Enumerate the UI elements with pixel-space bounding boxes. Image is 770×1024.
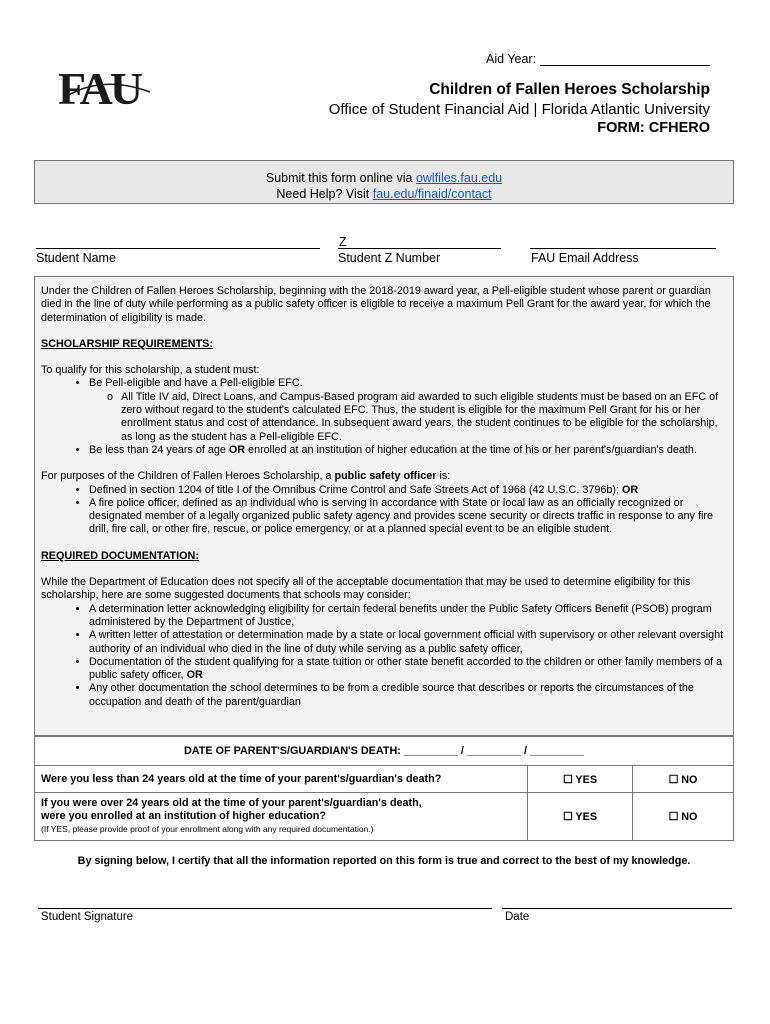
requirement-age: • Be less than 24 years of age OR enrolled at an institution of higher education at the time of his or her parent's/guardian's death. [89,444,727,457]
doc-item-3: • Documentation of the student qualifying for a state tuition or other state benefit accorded to the children or other family members of a public safety officer, OR [89,656,727,683]
help-line: Need Help? Visit fau.edu/finaid/contact [276,187,492,201]
student-signature-label: Student Signature [41,911,134,923]
pso-definition-1: • Defined in section 1204 of title I of the Omnibus Crime Control and Safe Streets Act of 1968 (42 U.S.C. 3796b); OR [89,484,727,497]
student-name-field[interactable] [36,234,320,249]
documentation-header: REQUIRED DOCUMENTATION: [41,549,199,562]
doc-item-2: • A written letter of attestation or determination made by a state or local government official with supervisory or other relevant oversight authority of an individual who died in the line of duty while serving as a public safety officer, [89,629,727,656]
question-2-yes[interactable]: ☐ YES [528,793,633,841]
pso-definition-2: • A fire police officer, defined as an individual who is serving in accordance with State or local law as an officially recognized or designated member of a legally organized public safety agency and provides scene security or directs traffic in response to any fire drill, fire call, or other fire, rescue, or police emergency, or at a planned special event to be an eligible student. [89,497,727,537]
certification-statement: By signing below, I certify that all the information reported on this form is true and correct to the best of my knowledge. [77,855,691,867]
student-signature-field[interactable] [38,892,492,909]
question-1-yes[interactable]: ☐ YES [528,766,633,793]
question-2-no[interactable]: ☐ NO [633,793,734,841]
form-code: FORM: CFHERO [597,120,710,136]
aid-year [486,52,710,66]
fau-logo-text: FAU [58,63,141,110]
submit-line: Submit this form online via owlfiles.fau.edu [265,171,503,185]
submit-info-box [34,160,734,204]
title-block [329,81,710,136]
intro-paragraph: Under the Children of Fallen Heroes Scholarship, beginning with the 2018-2019 award year, a Pell-eligible student whose parent or guardian died in the line of duty while performing as a public safety officer is eligible to receive a maximum Pell Grant for the award year, for which the determination of eligibility is made. [41,285,711,324]
z-prefix: Z [339,235,347,249]
requirements-header: SCHOLARSHIP REQUIREMENTS: [41,337,213,350]
requirement-pell-detail: o All Title IV aid, Direct Loans, and Campus-Based program aid awarded to such eligible students must be based on an EFC of zero without regard to the student's calculated EFC. Thus, the student is eligible for the maximum Pell Grant for his or her enrollment status and cost of attendance. In subsequent award years, the student continues to be eligible for the scholarship, as long as the student has a Pell-eligible EFC. [107,390,719,443]
form-title: Children of Fallen Heroes Scholarship [429,81,710,98]
question-1: Were you less than 24 years old at the time of your parent's/guardian's death? [35,766,528,793]
office-name: Office of Student Financial Aid | Florida Atlantic University [328,101,710,118]
scholarship-info-box [34,276,734,736]
date-label: Date [505,911,530,923]
death-date-row [35,737,734,766]
contact-link[interactable]: fau.edu/finaid/contact [372,187,492,201]
doc-item-4: • Any other documentation the school determines to be from a credible source that describes or reports the circumstances of the occupation and death of the parent/guardian [89,682,727,709]
question-2-note: (If YES, please provide proof of your enrollment along with any required documentation.) [41,824,374,834]
qualify-text: To qualify for this scholarship, a student must: [41,364,260,377]
owlfiles-link[interactable]: owlfiles.fau.edu [415,171,503,185]
requirements-list [41,377,727,457]
documentation-intro: While the Department of Education does not specify all of the acceptable documentation that may be used to determine eligibility for this scholarship, here are some suggested documents that schools may consider: [41,576,691,602]
email-field[interactable] [530,234,716,249]
death-date-field[interactable]: DATE OF PARENT'S/GUARDIAN'S DEATH: _________ / _________ / _________ [35,737,734,766]
question-2-row [35,793,734,841]
student-name-label: Student Name [36,251,116,265]
question-2: If you were over 24 years old at the time of your parent's/guardian's death, were you enrolled at an institution of higher education? (If YES, please provide proof of your enrollment along with any required documentation.) [35,793,528,841]
documentation-list [41,603,727,709]
email-label: FAU Email Address [531,251,639,265]
question-1-row [35,766,734,793]
aid-year-field[interactable] [540,54,710,66]
pso-list [41,484,727,537]
questions-table [34,736,734,841]
requirement-pell: • Be Pell-eligible and have a Pell-eligible EFC. o All Title IV aid, Direct Loans, and Campus-Based program aid awarded to such eligible students must be based on an EFC of zero without regard to the student's calculated EFC. Thus, the student is eligible for the maximum Pell Grant for his or her enrollment status and cost of attendance. In subsequent award years, the student continues to be eligible for the scholarship, as long as the student has a Pell-eligible EFC. [89,377,727,443]
fau-logo [58,62,162,110]
student-z-label: Student Z Number [338,251,441,265]
date-field[interactable] [502,892,732,909]
aid-year-label: Aid Year: [486,52,537,66]
pso-intro: For purposes of the Children of Fallen Heroes Scholarship, a public safety officer is: [41,470,451,483]
requirement-pell-sub [89,391,727,444]
student-z-field[interactable] [338,234,501,249]
question-1-no[interactable]: ☐ NO [633,766,734,793]
doc-item-1: • A determination letter acknowledging eligibility for certain federal benefits under the Public Safety Officers Benefit (PSOB) program administered by the Department of Justice, [89,603,727,630]
